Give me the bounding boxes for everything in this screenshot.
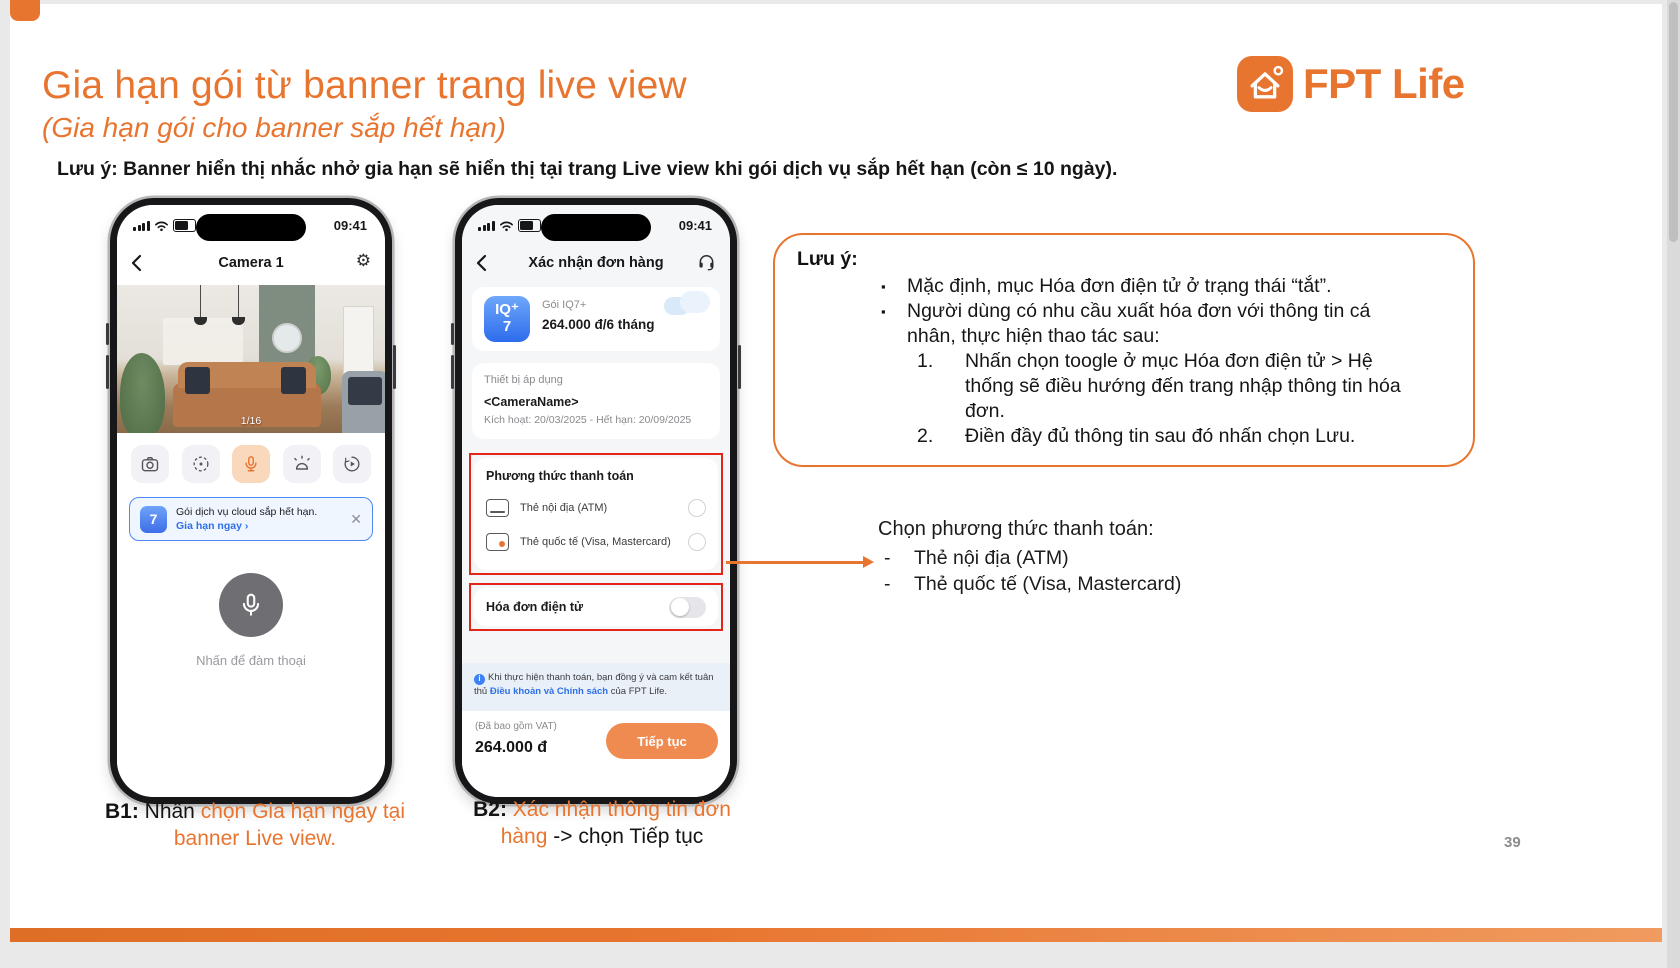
volume-up-button — [451, 323, 454, 345]
wifi-icon — [499, 220, 514, 232]
status-time: 09:41 — [678, 218, 712, 233]
payment-highlight-box — [469, 453, 723, 575]
continue-button[interactable]: Tiếp tục — [606, 723, 718, 759]
credit-card-icon — [486, 533, 509, 551]
package-badge: 7 — [140, 506, 167, 533]
camera-controls — [131, 445, 371, 483]
fpt-life-house-icon — [1237, 56, 1293, 112]
atm-card-icon — [486, 499, 509, 517]
liveview-header — [117, 249, 385, 283]
annotation-item: - Thẻ quốc tế (Visa, Mastercard) — [884, 571, 1181, 597]
slide-note: Lưu ý: Banner hiển thị nhắc nhở gia hạn sẽ hiển thị tại trang Live view khi gói dịch vụ sắp hết hạn (còn ≤ 10 ngày). — [57, 158, 1118, 180]
info-icon: i — [474, 674, 485, 685]
order-title: Xác nhận đơn hàng — [528, 255, 664, 271]
payment-method-international[interactable] — [486, 533, 706, 551]
radio-unselected[interactable] — [688, 499, 706, 517]
playback-button[interactable] — [333, 445, 371, 483]
pointer-arrow — [726, 561, 864, 564]
notch — [541, 214, 651, 241]
alarm-button[interactable] — [283, 445, 321, 483]
caption-b2 — [447, 796, 757, 850]
cloud-decoration — [664, 289, 710, 315]
order-header — [462, 249, 730, 283]
scrollbar-thumb[interactable] — [1669, 2, 1678, 242]
cellular-signal-icon — [133, 221, 150, 231]
volume-down-button — [451, 355, 454, 389]
status-time: 09:41 — [333, 218, 367, 233]
invoice-label: Hóa đơn điện tử — [486, 600, 584, 614]
close-icon[interactable]: ✕ — [350, 510, 362, 527]
settings-gear-icon[interactable]: ⚙ — [355, 251, 371, 270]
phone-mockup-liveview — [110, 198, 392, 804]
note-bullet: ▪ Mặc định, mục Hóa đơn điện tử ở trạng thái “tắt”. — [907, 274, 1412, 299]
order-footer — [462, 711, 730, 797]
volume-up-button — [106, 323, 109, 345]
live-view-image — [117, 285, 385, 433]
annotation-title: Chọn phương thức thanh toán: — [878, 518, 1154, 540]
bottom-accent-bar — [10, 928, 1662, 942]
caption-b1-black: Nhấn — [138, 800, 201, 823]
payment-method-label: Thẻ quốc tế (Visa, Mastercard) — [520, 536, 671, 548]
terms-note — [462, 663, 730, 711]
total-price: 264.000 đ — [475, 739, 548, 756]
annotation-item: - Thẻ nội địa (ATM) — [884, 545, 1181, 571]
caption-b2-black: -> chọn Tiếp tục — [553, 825, 704, 848]
page-subtitle: (Gia hạn gói cho banner sắp hết hạn) — [42, 112, 506, 143]
scrollbar[interactable] — [1667, 0, 1680, 968]
power-button — [738, 345, 741, 389]
invoice-highlight-box — [469, 583, 723, 631]
talk-button[interactable] — [232, 445, 270, 483]
battery-icon — [173, 219, 196, 232]
note-bullet: ▪ Người dùng có nhu cầu xuất hóa đơn với thông tin cá nhân, thực hiện thao tác sau: — [907, 299, 1412, 349]
page-title: Gia hạn gói từ banner trang live view — [42, 64, 687, 107]
pendant-lamp-shape — [200, 285, 201, 319]
wifi-icon — [154, 220, 169, 232]
payment-card — [474, 458, 718, 570]
payment-title: Phương thức thanh toán — [486, 469, 634, 483]
support-headset-icon[interactable] — [697, 252, 716, 271]
power-button — [393, 345, 396, 389]
payment-method-label: Thẻ nội địa (ATM) — [520, 502, 608, 514]
terms-suffix: của FPT Life. — [608, 686, 668, 698]
push-to-talk-button[interactable] — [219, 573, 283, 637]
renew-now-link[interactable]: Gia hạn ngay › — [176, 520, 249, 532]
talk-hint: Nhấn để đàm thoại — [196, 653, 306, 668]
phone-mockup-order — [455, 198, 737, 804]
payment-method-atm[interactable] — [486, 499, 706, 517]
terms-prefix: Khi thực hiện thanh toán, bạn đồng ý và cam kết tuân thủ — [474, 672, 714, 698]
device-name: <CameraName> — [484, 395, 579, 409]
pendant-lamp-shape — [238, 285, 239, 319]
snapshot-button[interactable] — [131, 445, 169, 483]
caption-b2-label: B2: — [473, 798, 507, 821]
camera-title: Camera 1 — [218, 255, 284, 271]
note-box-title: Lưu ý: — [797, 248, 858, 270]
page-number: 39 — [1504, 834, 1521, 851]
slide — [10, 4, 1662, 942]
package-name: Gói IQ7+ — [542, 299, 587, 311]
order-screen — [462, 205, 730, 797]
payment-annotation — [878, 518, 1181, 597]
cushion-shape — [185, 367, 210, 395]
volume-down-button — [106, 355, 109, 389]
renewal-banner[interactable] — [129, 497, 373, 541]
cushion-shape — [281, 367, 306, 395]
battery-icon — [518, 219, 541, 232]
notch — [196, 214, 306, 241]
terms-link[interactable]: Điều khoản và Chính sách — [489, 686, 609, 698]
brand-logo — [1237, 56, 1465, 112]
package-price: 264.000 đ/6 tháng — [542, 317, 655, 332]
note-step: Điền đầy đủ thông tin sau đó nhấn chọn Lưu. — [965, 425, 1356, 447]
frame-counter: 1/16 — [240, 415, 262, 427]
device-card — [472, 363, 720, 439]
vat-note: (Đã bao gồm VAT) — [475, 721, 557, 732]
caption-b2-orange: Xác nhận thông tin đơn hàng — [500, 798, 731, 848]
device-label: Thiết bị áp dụng — [484, 374, 563, 386]
brand-name: FPT Life — [1303, 60, 1465, 107]
radio-unselected[interactable] — [688, 533, 706, 551]
note-step: Nhấn chọn toogle ở mục Hóa đơn điện tử > Hệ thống sẽ điều hướng đến trang nhập thông tin hóa đơn. — [965, 350, 1401, 422]
invoice-toggle[interactable] — [669, 597, 706, 618]
caption-b1-orange: chọn Gia hạn ngay tại banner Live view. — [173, 800, 406, 850]
package-icon: IQ⁺ 7 — [484, 296, 530, 342]
package-card — [472, 287, 720, 351]
banner-text: Gói dịch vụ cloud sắp hết hạn. — [176, 506, 318, 518]
ptz-button[interactable] — [182, 445, 220, 483]
note-box — [773, 233, 1475, 467]
corner-decoration — [10, 0, 40, 21]
caption-b1-label: B1: — [104, 800, 139, 823]
invoice-card — [474, 588, 718, 626]
cellular-signal-icon — [478, 221, 495, 231]
device-period: Kích hoạt: 20/03/2025 - Hết hạn: 20/09/2025 — [484, 414, 692, 426]
caption-b1 — [100, 798, 410, 852]
liveview-screen — [117, 205, 385, 797]
